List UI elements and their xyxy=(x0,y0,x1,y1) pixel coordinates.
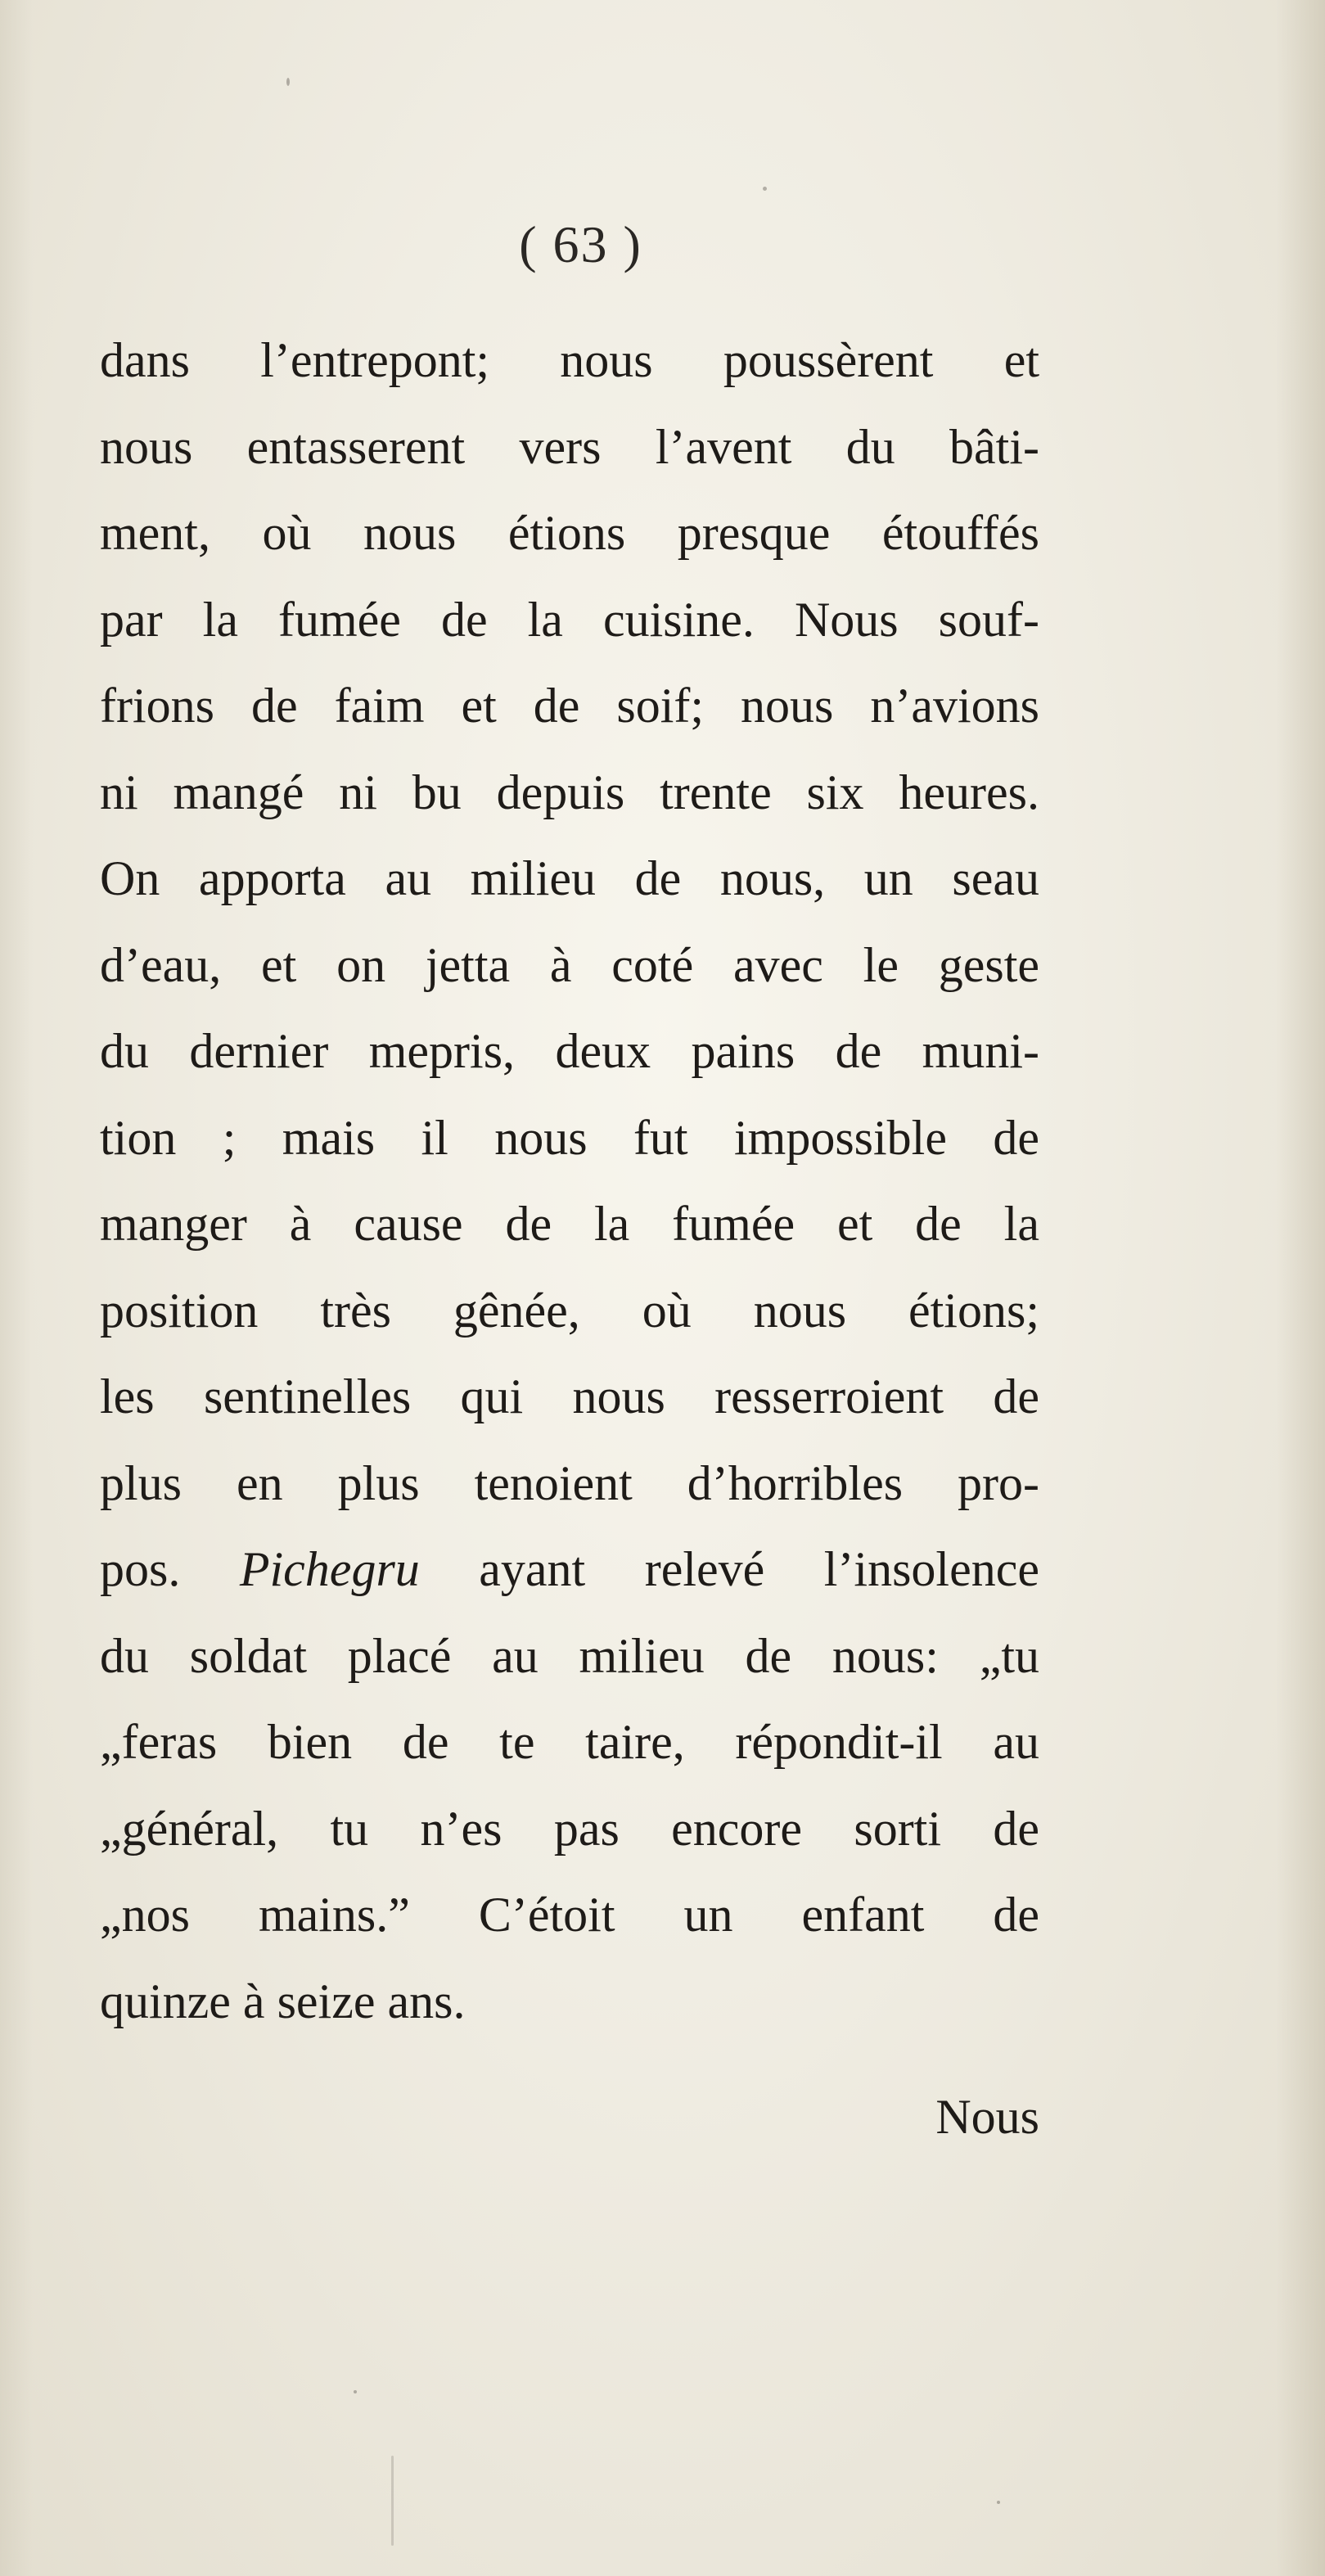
text-line-with-italic xyxy=(100,1527,1039,1613)
text-line: ment, où nous étions presque étouffés xyxy=(100,506,1039,560)
scan-speck xyxy=(391,2456,394,2546)
scan-speck xyxy=(286,78,290,86)
text-line: „feras bien de te taire, répondit-il au xyxy=(100,1715,1039,1769)
text-line: par la fumée de la cuisine. Nous souf- xyxy=(100,592,1039,647)
text-line: quinze à seize ans. xyxy=(100,1974,466,2028)
text-line: „général, tu n’es pas encore sorti de xyxy=(100,1801,1039,1856)
text-line: du soldat placé au milieu de nous: „tu xyxy=(100,1628,1039,1683)
scan-speck xyxy=(354,2390,357,2393)
text-line: On apporta au milieu de nous, un seau xyxy=(100,851,1039,905)
text-line: d’eau, et on jetta à coté avec le geste xyxy=(100,937,1039,992)
text-line: dans l’entrepont; nous poussèrent et xyxy=(100,333,1039,387)
text-line: manger à cause de la fumée et de la xyxy=(100,1197,1039,1251)
catchword: Nous xyxy=(935,2090,1039,2144)
body-text xyxy=(100,318,1039,2045)
text-line: nous entasserent vers l’avent du bâti- xyxy=(100,419,1039,474)
text-line: „nos mains.” C’étoit un enfant de xyxy=(100,1888,1039,1942)
text-line: du dernier mepris, deux pains de muni- xyxy=(100,1024,1039,1078)
text-fragment: pos. xyxy=(100,1542,181,1596)
scan-speck xyxy=(997,2501,1000,2504)
text-line: tion ; mais il nous fut impossible de xyxy=(100,1110,1039,1165)
italic-name: Pichegru xyxy=(239,1542,420,1596)
text-fragment: ayant relevé l’insolence xyxy=(419,1542,1039,1596)
page-number: ( 63 ) xyxy=(519,215,642,273)
scan-speck xyxy=(763,187,767,191)
text-line: position très gênée, où nous étions; xyxy=(100,1283,1039,1338)
text-line: les sentinelles qui nous resserroient de xyxy=(100,1369,1039,1423)
text-line: plus en plus tenoient d’horribles pro- xyxy=(100,1455,1039,1510)
text-line: ni mangé ni bu depuis trente six heures. xyxy=(100,765,1039,819)
text-line: frions de faim et de soif; nous n’avions xyxy=(100,679,1039,733)
